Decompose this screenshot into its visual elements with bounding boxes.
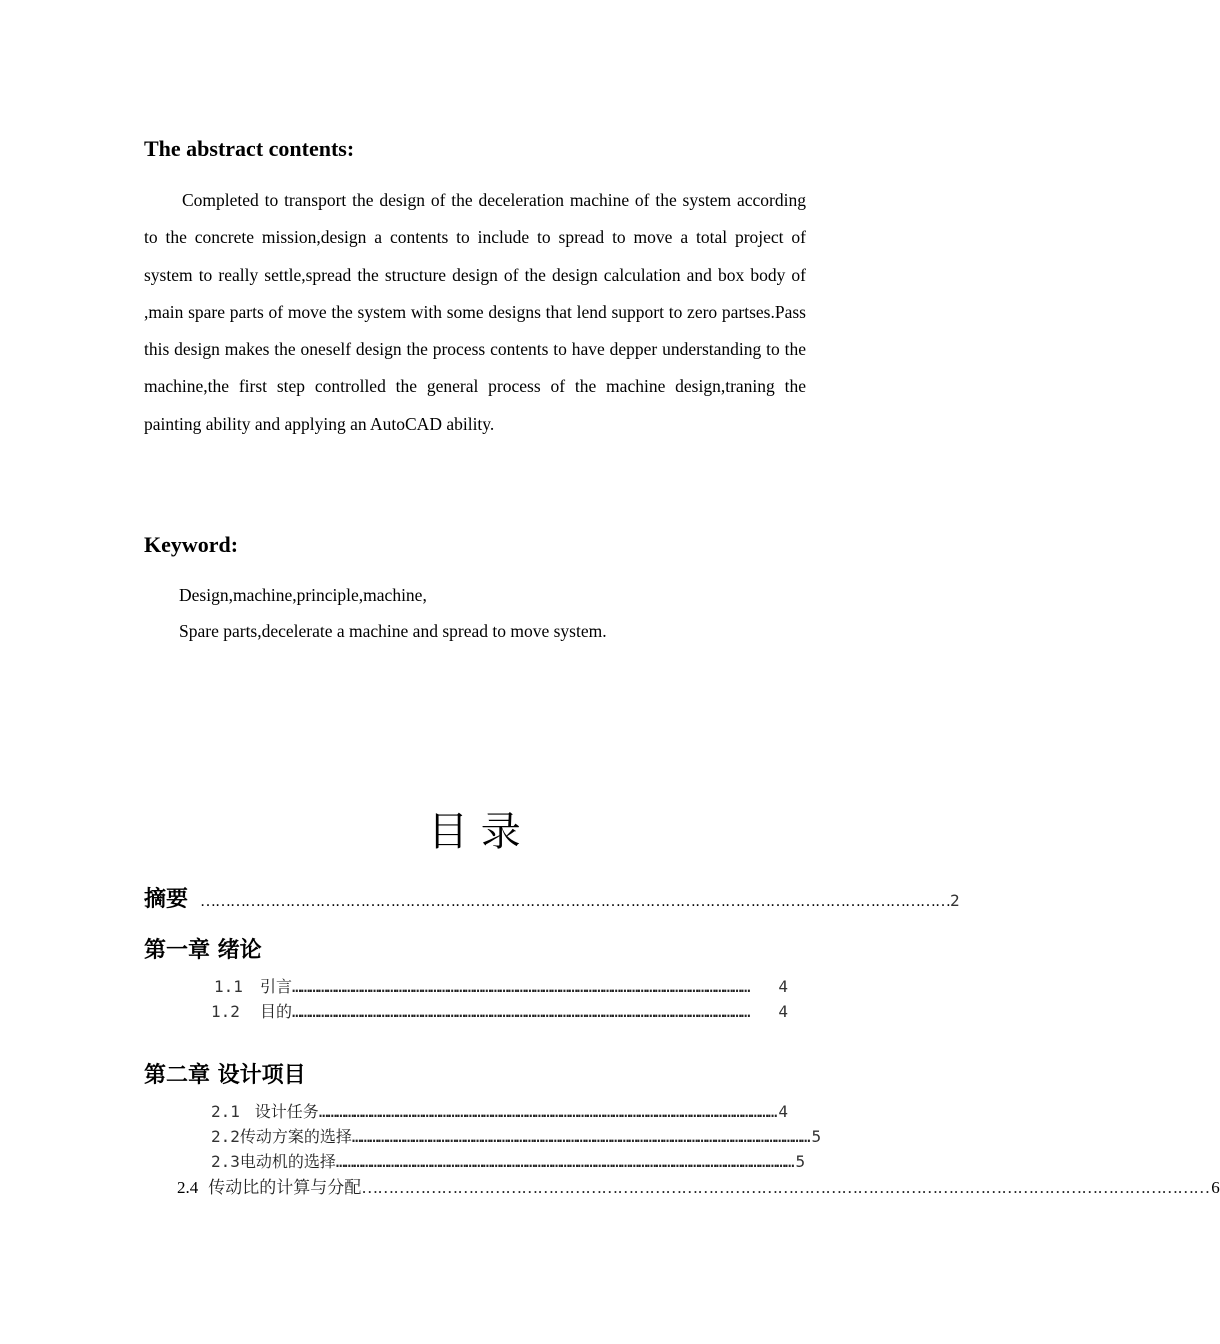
- toc-leader: ……………………………………………………………………………………………………………………………………: [200, 893, 951, 910]
- keyword-heading: Keyword:: [144, 532, 239, 557]
- toc-page: 4: [778, 977, 788, 996]
- toc-label: 传动比的计算与分配: [208, 1178, 362, 1198]
- toc-label: 传动方案的选择: [239, 1127, 352, 1146]
- toc-page: 6: [1211, 1178, 1220, 1197]
- toc-num: 2.1: [211, 1102, 240, 1121]
- toc-num: 1.1: [214, 977, 243, 996]
- toc-num: 2.2: [211, 1127, 240, 1146]
- toc-page: 4: [778, 1002, 788, 1021]
- toc-num: 1.2: [211, 1002, 240, 1021]
- toc-leader: ……………………………………………………………………………………………………………………………………………: [292, 1002, 750, 1021]
- toc-chapter-1-heading: 第一章 绪论: [144, 938, 262, 963]
- toc-entry: [211, 1099, 788, 1122]
- toc-entry: [214, 974, 788, 997]
- toc-page: 5: [811, 1127, 822, 1146]
- toc-leader: ……………………………………………………………………………………………………………………………………………: [335, 1152, 794, 1171]
- abstract-body: Completed to transport the design of the deceleration machine of the system according to the concrete mission,design a contents to include to spread to move a total project of system to really settle,spread the structure design of the design calculation and box body of ,main spare parts of move the system with some designs that lend support to zero partses.Pass this design makes the oneself design the process contents to have depper understanding to the machine,the first step controlled the general process of the machine design,traning the painting ability and applying an AutoCAD ability.: [144, 190, 806, 434]
- toc-title: 目 录: [428, 809, 521, 855]
- toc-page: 2: [950, 891, 960, 910]
- toc-leader: ……………………………………………………………………………………………………………………………………………: [351, 1127, 810, 1146]
- toc-leader: ……………………………………………………………………………………………………………………………………………: [318, 1102, 777, 1121]
- toc-label: 目的: [260, 1002, 293, 1021]
- toc-num: 2.4: [177, 1178, 199, 1197]
- toc-chapter-2-heading: 第二章 设计项目: [144, 1063, 306, 1088]
- toc-entry-abstract: [144, 882, 960, 913]
- toc-entry: [211, 999, 788, 1022]
- toc-label: 摘要: [144, 887, 189, 912]
- keyword-line-2: Spare parts,decelerate a machine and spread to move system.: [179, 621, 607, 641]
- toc-page: 5: [795, 1152, 806, 1171]
- toc-entry: [211, 1124, 822, 1147]
- toc-entry: [177, 1173, 1220, 1198]
- toc-num: 2.3: [211, 1152, 240, 1171]
- toc-page: 4: [778, 1102, 788, 1121]
- toc-leader: ……………………………………………………………………………………………………………………………………………: [292, 977, 750, 996]
- abstract-heading: The abstract contents:: [144, 136, 355, 161]
- toc-label: 引言: [260, 977, 293, 996]
- keyword-line-1: Design,machine,principle,machine,: [179, 585, 427, 605]
- toc-label: 设计任务: [254, 1102, 319, 1121]
- toc-leader: ……………………………………………………………………………………………………………………………………………: [361, 1178, 1210, 1197]
- toc-label: 电动机的选择: [239, 1152, 336, 1171]
- toc-entry: [211, 1149, 806, 1172]
